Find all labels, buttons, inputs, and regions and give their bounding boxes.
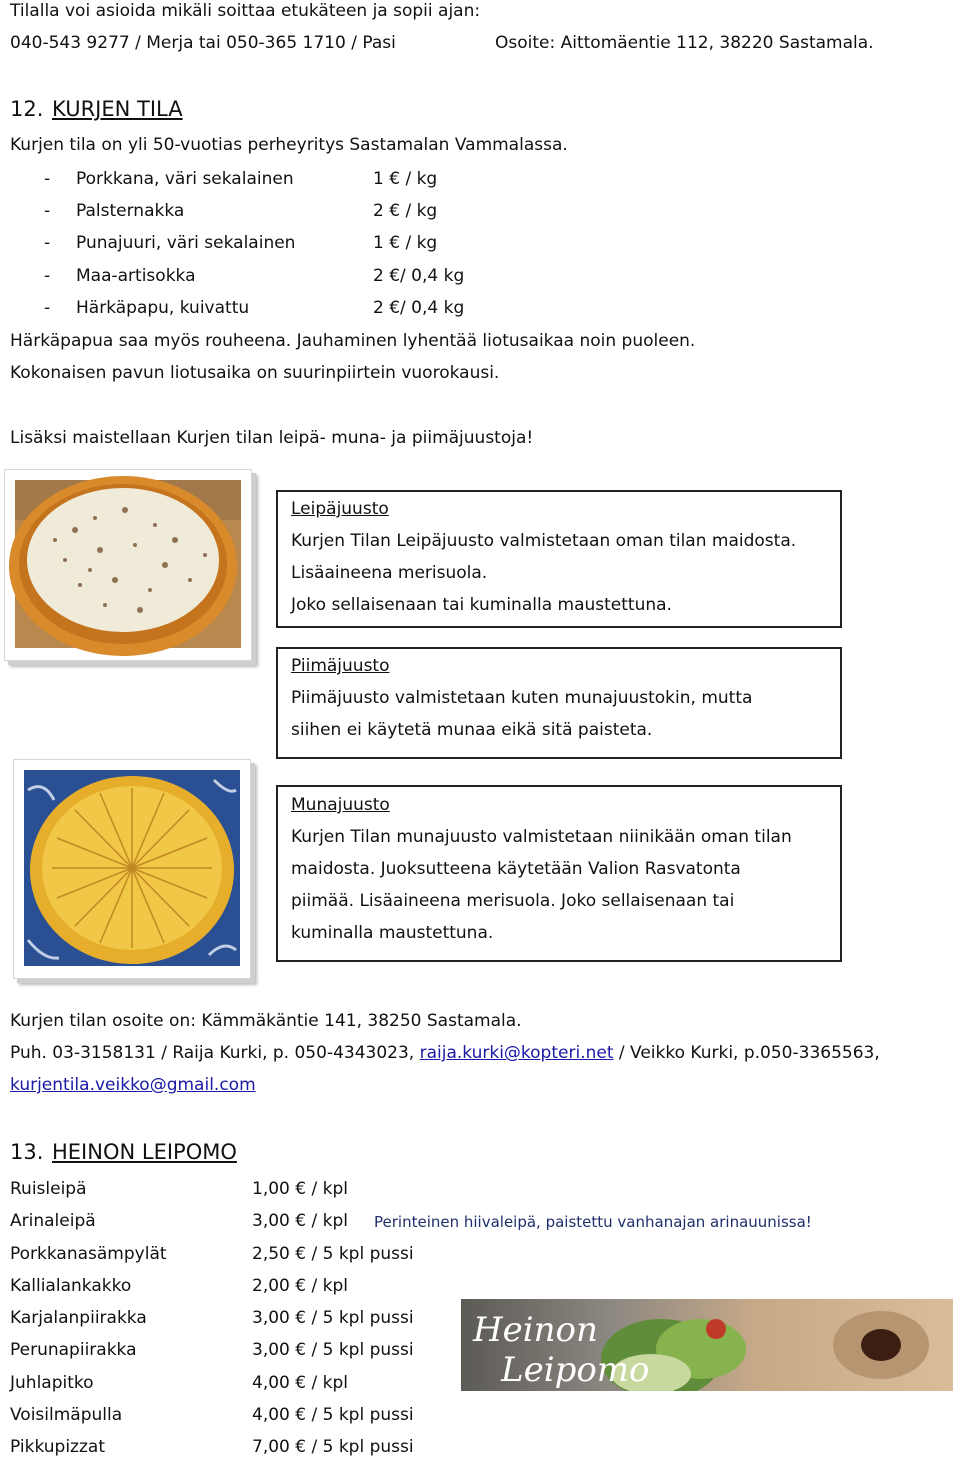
product-name: Porkkana, väri sekalainen (76, 169, 294, 189)
munajuusto-line: Kurjen Tilan munajuusto valmistetaan niinikään oman tilan (291, 827, 792, 847)
bakery-product-name: Karjalanpiirakka (10, 1308, 147, 1328)
bakery-product-price: 1,00 € / kpl (252, 1179, 348, 1199)
email-link-veikko[interactable]: kurjentila.veikko@gmail.com (10, 1075, 256, 1095)
product-bullet: - (44, 169, 51, 189)
piimajuusto-title: Piimäjuusto (291, 656, 390, 676)
leipajuusto-line: Kurjen Tilan Leipäjuusto valmistetaan oman tilan maidosta. (291, 531, 797, 551)
logo-text-line1: Heinon (473, 1310, 598, 1350)
contact-phones-veikko: / Veikko Kurki, p.050-3365563, (613, 1043, 880, 1063)
arinaleipa-note: Perinteinen hiivaleipä, paistettu vanhanajan arinauunissa! (374, 1213, 812, 1231)
bakery-product-price: 3,00 € / 5 kpl pussi (252, 1340, 414, 1360)
munajuusto-photo (13, 759, 251, 979)
section-12-title: KURJEN TILA (52, 97, 183, 121)
product-price: 2 €/ 0,4 kg (373, 266, 465, 286)
bakery-product-price: 2,50 € / 5 kpl pussi (252, 1244, 414, 1264)
logo-text-line2: Leipomo (501, 1350, 650, 1390)
bakery-product-name: Perunapiirakka (10, 1340, 137, 1360)
leipajuusto-line: Lisäaineena merisuola. (291, 563, 488, 583)
section-13-number: 13. (10, 1140, 44, 1164)
product-price: 2 € / kg (373, 201, 438, 221)
leipajuusto-line: Joko sellaisenaan tai kuminalla maustettuna. (291, 595, 672, 615)
farm-contact (10, 1042, 880, 1064)
piimajuusto-line: siihen ei käytetä munaa eikä sitä paisteta. (291, 720, 653, 740)
bakery-product-name: Arinaleipä (10, 1211, 96, 1231)
munajuusto-title: Munajuusto (291, 795, 390, 815)
intro-address: Osoite: Aittomäentie 112, 38220 Sastamala. (495, 33, 874, 53)
section-12-number: 12. (10, 97, 44, 121)
section-13-title: HEINON LEIPOMO (52, 1140, 237, 1164)
intro-phones: 040-543 9277 / Merja tai 050-365 1710 / Pasi (10, 33, 396, 53)
bakery-product-name: Juhlapitko (10, 1373, 94, 1393)
product-bullet: - (44, 298, 51, 318)
product-bullet: - (44, 266, 51, 286)
bakery-product-name: Voisilmäpulla (10, 1405, 123, 1425)
product-price: 1 € / kg (373, 233, 438, 253)
bakery-product-name: Porkkanasämpylät (10, 1244, 167, 1264)
product-name: Härkäpapu, kuivattu (76, 298, 250, 318)
bean-note-2: Kokonaisen pavun liotusaika on suurinpiirtein vuorokausi. (10, 363, 500, 383)
bean-note-1: Härkäpapua saa myös rouheena. Jauhaminen lyhentää liotusaikaa noin puoleen. (10, 331, 696, 351)
bakery-product-name: Kallialankakko (10, 1276, 132, 1296)
intro-line: Tilalla voi asioida mikäli soittaa etukäteen ja sopii ajan: (10, 1, 481, 21)
bakery-product-price: 3,00 € / kpl (252, 1211, 348, 1231)
tasting-note: Lisäksi maistellaan Kurjen tilan leipä- muna- ja piimäjuustoja! (10, 428, 534, 448)
contact-phones: Puh. 03-3158131 / Raija Kurki, p. 050-4343023, (10, 1043, 420, 1063)
farm-contact-email (10, 1074, 256, 1096)
section-12-description: Kurjen tila on yli 50-vuotias perheyritys Sastamalan Vammalassa. (10, 135, 568, 155)
munajuusto-line: piimää. Lisäaineena merisuola. Joko sellaisenaan tai (291, 891, 735, 911)
leipajuusto-box (276, 490, 842, 628)
product-name: Maa-artisokka (76, 266, 196, 286)
farm-address: Kurjen tilan osoite on: Kämmäkäntie 141, 38250 Sastamala. (10, 1011, 522, 1031)
bakery-product-price: 2,00 € / kpl (252, 1276, 348, 1296)
product-price: 2 €/ 0,4 kg (373, 298, 465, 318)
munajuusto-line: maidosta. Juoksutteena käytetään Valion Rasvatonta (291, 859, 741, 879)
product-bullet: - (44, 201, 51, 221)
bakery-product-price: 3,00 € / 5 kpl pussi (252, 1308, 414, 1328)
product-name: Palsternakka (76, 201, 185, 221)
email-link-raija[interactable]: raija.kurki@kopteri.net (419, 1043, 614, 1063)
heinon-leipomo-logo (461, 1299, 953, 1391)
bakery-product-price: 7,00 € / 5 kpl pussi (252, 1437, 414, 1457)
bakery-product-name: Ruisleipä (10, 1179, 87, 1199)
leipajuusto-photo (4, 469, 252, 661)
bakery-product-name: Pikkupizzat (10, 1437, 105, 1457)
piimajuusto-line: Piimäjuusto valmistetaan kuten munajuustokin, mutta (291, 688, 753, 708)
product-name: Punajuuri, väri sekalainen (76, 233, 296, 253)
munajuusto-line: kuminalla maustettuna. (291, 923, 494, 943)
piimajuusto-box (276, 647, 842, 759)
product-price: 1 € / kg (373, 169, 438, 189)
leipajuusto-title: Leipäjuusto (291, 499, 389, 519)
product-bullet: - (44, 233, 51, 253)
munajuusto-box (276, 785, 842, 962)
bakery-product-price: 4,00 € / 5 kpl pussi (252, 1405, 414, 1425)
bakery-product-price: 4,00 € / kpl (252, 1373, 348, 1393)
